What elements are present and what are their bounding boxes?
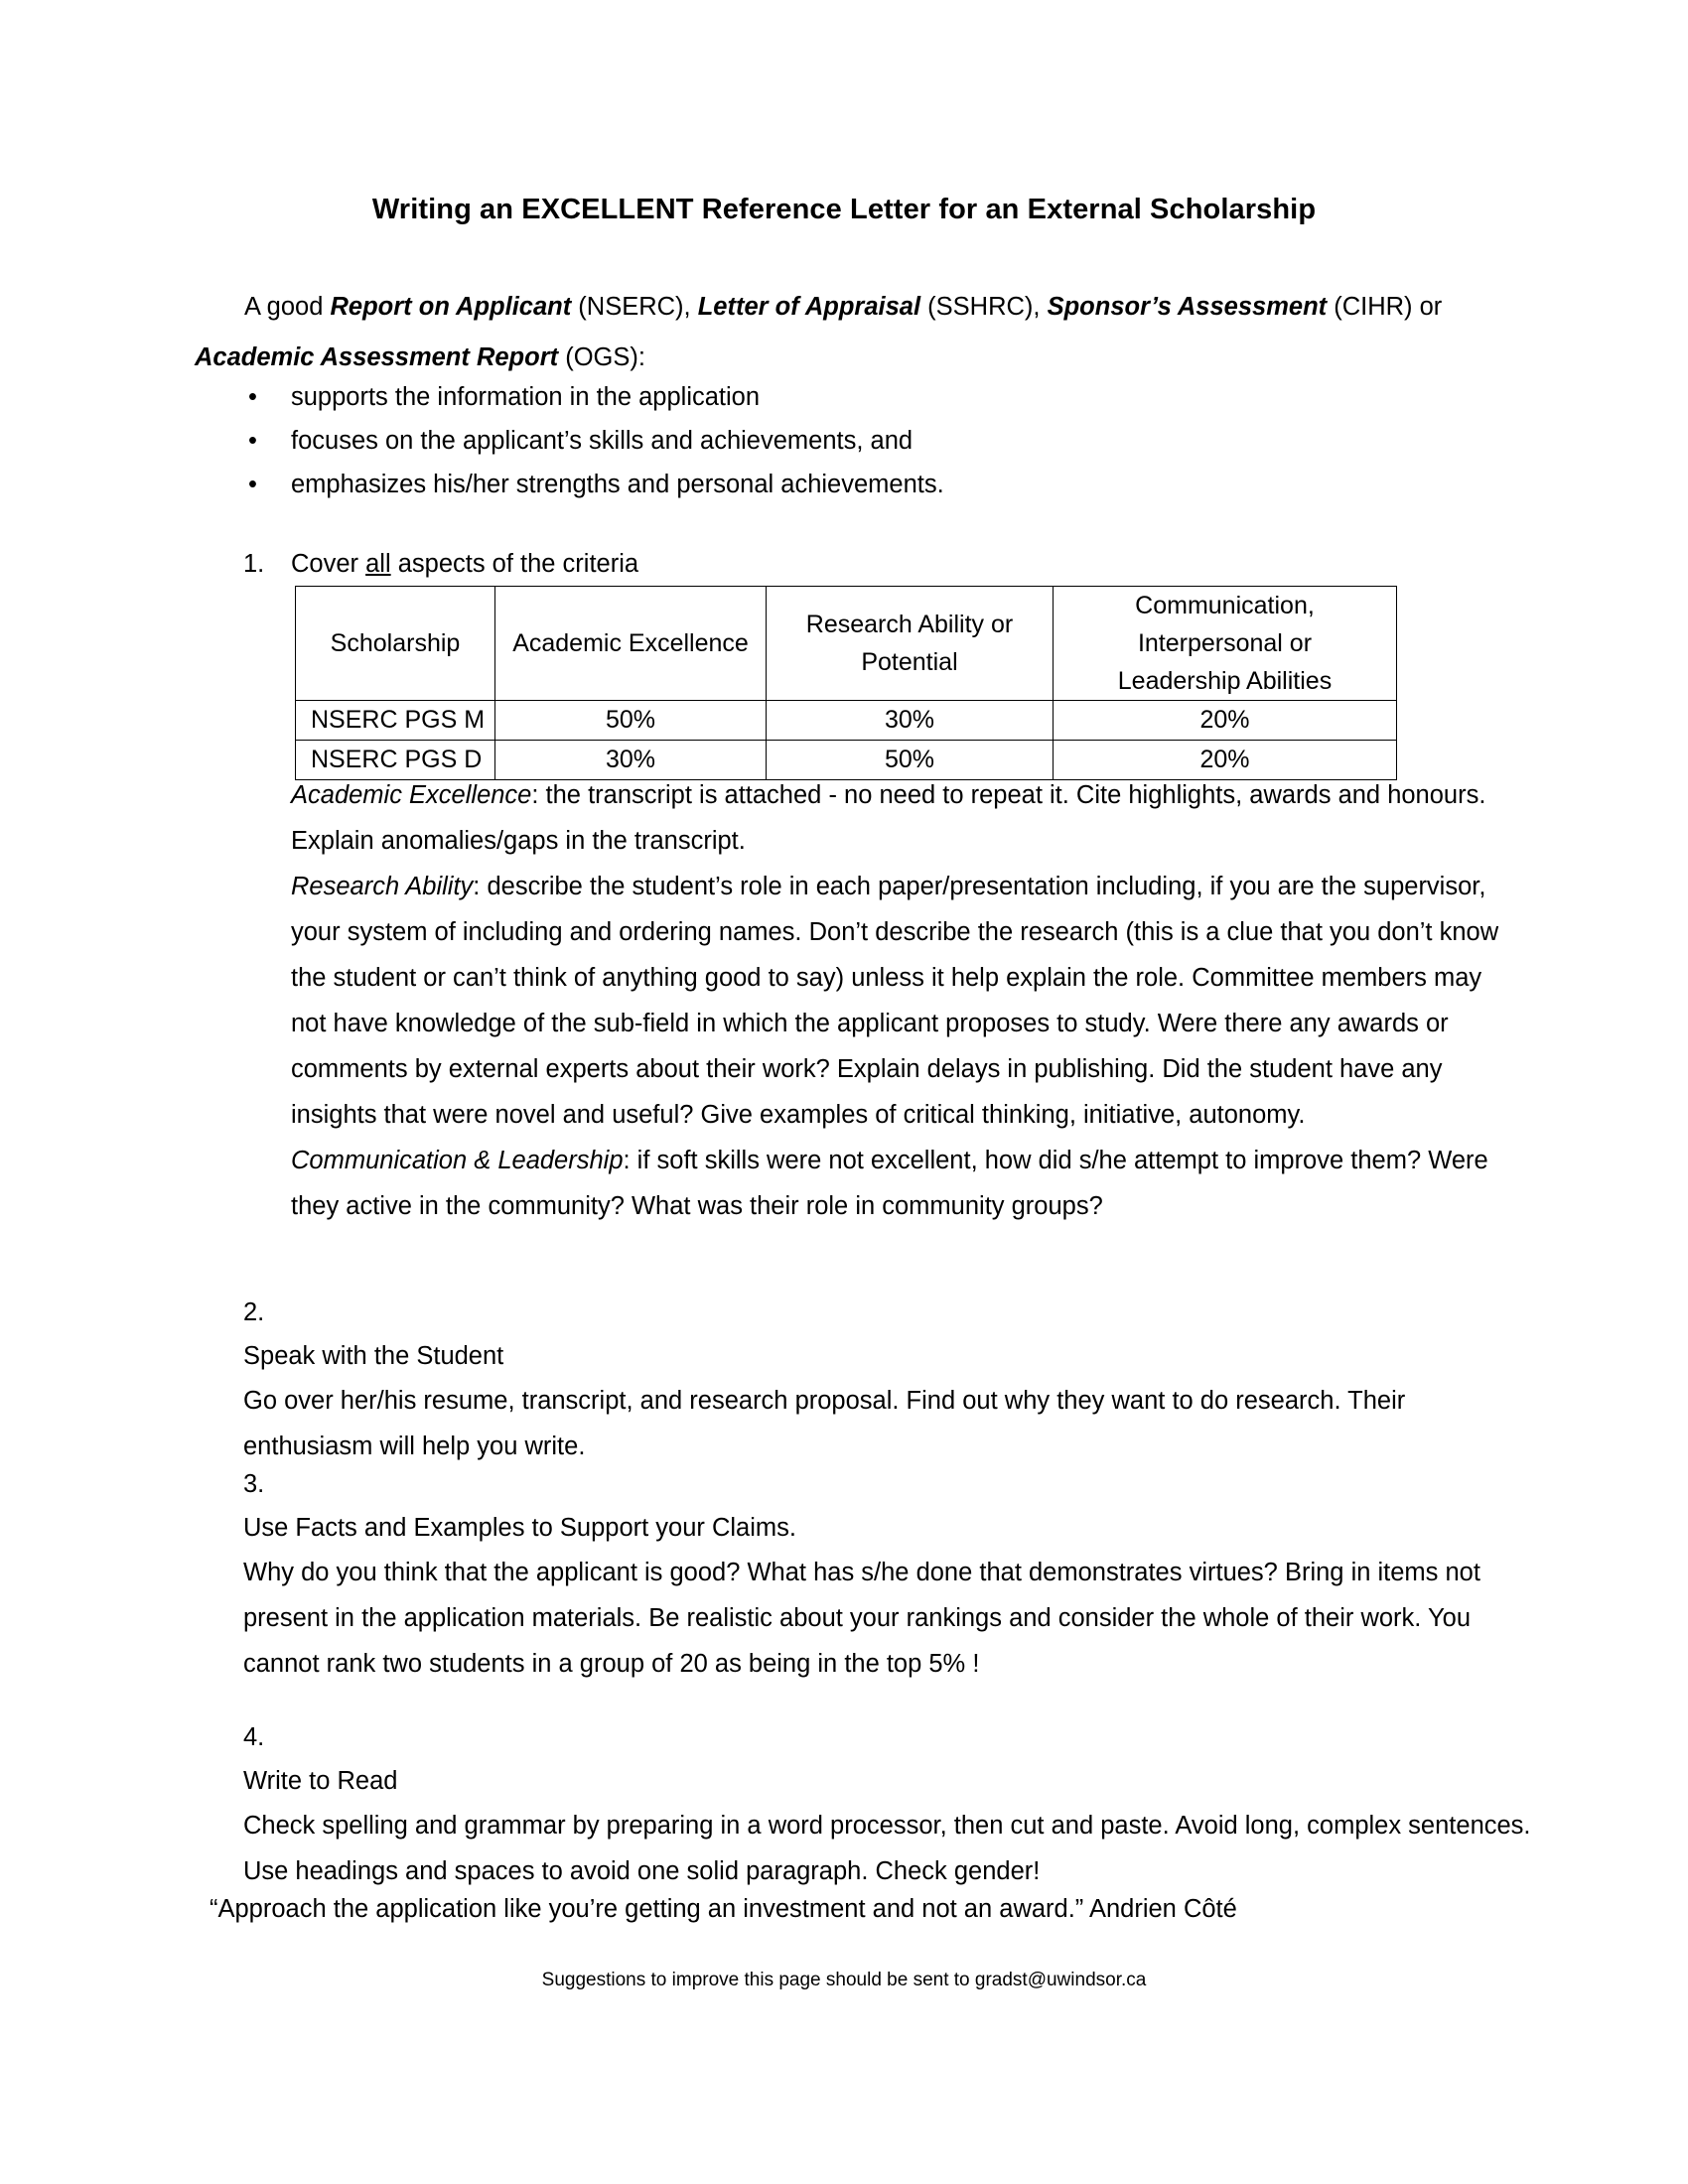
item-heading (291, 550, 638, 578)
criteria-paragraph-research-ability (291, 864, 1507, 1138)
item-number: 2. (243, 1298, 265, 1326)
column-header-communication (1054, 587, 1397, 701)
closing-quote (210, 1889, 1500, 1929)
item1-heading-pre: Cover (291, 550, 366, 578)
criteria-descriptions (291, 772, 1507, 1229)
item-content (243, 1334, 1534, 1469)
criteria-label: Academic Excellence (291, 781, 532, 809)
criteria-text: : if soft skills were not excellent, how did s/he attempt to improve them? Were they active in the community? What was their role in community groups? (291, 1147, 1488, 1220)
criteria-text: : describe the student’s role in each paper/presentation including, if you are the supervisor, your system of including and ordering names. Don’t describe the research (this is a clue that you don’t know the student or can’t think of anything good to say) unless it help explain the role. Committee members may not have knowledge of the sub-field in which the applicant proposes to study. Were there any awards or comments by external experts about their work? Explain delays in publishing. Did the student have any insights that were novel and useful? Give examples of critical thinking, initiative, autonomy. (291, 873, 1499, 1129)
header-line-3: Leadership Abilities (1117, 667, 1333, 695)
intro-prefix: A good (244, 292, 331, 321)
cell-communication: 20% (1054, 741, 1397, 780)
bullet-list (243, 375, 1494, 506)
intro-suffix: (OGS): (558, 342, 645, 371)
table-header (296, 587, 1397, 701)
item-detail: Check spelling and grammar by preparing in a word processor, then cut and paste. Avoid long, complex sentences. Use headings and spaces to avoid one solid paragraph. Check gender! (243, 1812, 1531, 1885)
item1-heading-underlined: all (365, 550, 391, 578)
page-title: Writing an EXCELLENT Reference Letter for an External Scholarship (371, 194, 1317, 226)
criteria-paragraph-academic-excellence (291, 772, 1507, 864)
table-header-row (296, 587, 1397, 701)
column-header-scholarship: Scholarship (296, 587, 495, 701)
header-line-1: Research Ability or (805, 611, 1014, 638)
bullet-text: supports the information in the application (291, 383, 761, 411)
table-row (296, 701, 1397, 741)
criteria-label: Communication & Leadership (291, 1147, 624, 1174)
footer-note: Suggestions to improve this page should be sent to gradst@uwindsor.ca (541, 1970, 1147, 1990)
numbered-item-1 (243, 542, 1534, 586)
item-number: 4. (243, 1723, 265, 1751)
intro-term-sponsors-assessment: Sponsor’s Assessment (1047, 292, 1328, 321)
criteria-paragraph-communication-leadership (291, 1138, 1507, 1229)
intro-mid-1: (NSERC), (571, 292, 698, 321)
column-header-academic-excellence: Academic Excellence (495, 587, 767, 701)
cell-research: 50% (767, 741, 1054, 780)
item1-heading-post: aspects of the criteria (390, 550, 639, 578)
cell-communication: 20% (1054, 701, 1397, 741)
list-item (243, 463, 1494, 506)
item-content (243, 1759, 1534, 1894)
cell-research: 30% (767, 701, 1054, 741)
item-heading: Write to Read (243, 1767, 398, 1795)
cell-academic: 50% (495, 701, 767, 741)
intro-paragraph (195, 282, 1497, 383)
item-detail: Why do you think that the applicant is good? What has s/he done that demonstrates virtues? Bring in items not present in the application materials. Be realistic about your rankings and consider the whole of their work. You cannot rank two students in a group of 20 as being in the top 5% ! (243, 1559, 1480, 1678)
quote-author-accent: ôté (1201, 1894, 1237, 1923)
numbered-item-4 (243, 1715, 1534, 1894)
intro-term-report-on-applicant: Report on Applicant (330, 292, 572, 321)
header-line-1: Communication, (1135, 592, 1315, 619)
intro-term-letter-of-appraisal: Letter of Appraisal (697, 292, 921, 321)
criteria-text: : the transcript is attached - no need to repeat it. Cite highlights, awards and honours. Explain anomalies/gaps in the transcript. (291, 781, 1486, 855)
item-number: 1. (243, 550, 265, 578)
bullet-text: emphasizes his/her strengths and personal achievements. (291, 471, 944, 498)
numbered-item-2 (243, 1291, 1534, 1469)
header-line-2: Interpersonal or (1137, 629, 1313, 657)
bullet-text: focuses on the applicant’s skills and achievements, and (291, 427, 914, 455)
bullet-icon: • (248, 471, 257, 498)
item-heading: Use Facts and Examples to Support your Claims. (243, 1514, 796, 1542)
item-content (243, 1506, 1534, 1687)
table-body (296, 701, 1397, 780)
item-detail: Go over her/his resume, transcript, and research proposal. Find out why they want to do research. Their enthusiasm will help you write. (243, 1387, 1406, 1460)
list-item (243, 375, 1494, 419)
cell-scholarship: NSERC PGS M (296, 701, 495, 741)
column-header-research-ability (767, 587, 1054, 701)
criteria-table (295, 586, 1397, 780)
cell-academic: 30% (495, 741, 767, 780)
criteria-label: Research Ability (291, 873, 474, 900)
cell-scholarship: NSERC PGS D (296, 741, 495, 780)
bullet-icon: • (248, 383, 257, 411)
bullet-icon: • (248, 427, 257, 455)
header-line-2: Potential (861, 648, 958, 676)
list-item (243, 419, 1494, 463)
intro-mid-2: (SSHRC), (920, 292, 1048, 321)
quote-text: “Approach the application like you’re getting an investment and not an award.” Andrien C (210, 1894, 1202, 1923)
intro-term-academic-assessment-report: Academic Assessment Report (195, 342, 559, 371)
item-number: 3. (243, 1470, 265, 1498)
intro-mid-3: (CIHR) or (1327, 292, 1443, 321)
item-heading: Speak with the Student (243, 1342, 504, 1370)
numbered-item-3 (243, 1462, 1534, 1687)
